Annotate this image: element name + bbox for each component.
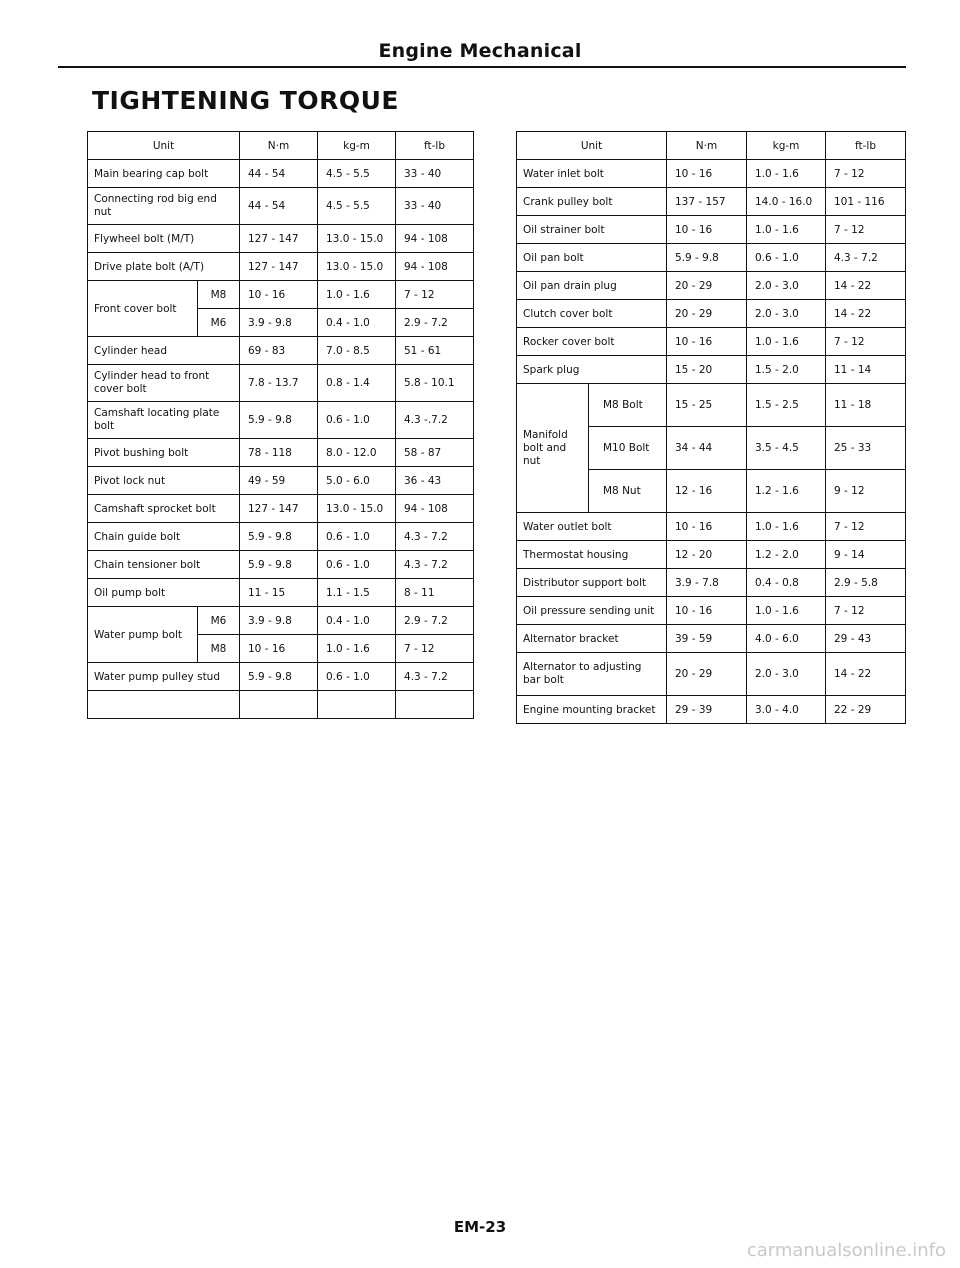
value-kgm: 13.0 - 15.0 xyxy=(318,225,396,253)
table-row xyxy=(88,225,474,253)
value-ftlb: 7 - 12 xyxy=(826,160,906,188)
table-row xyxy=(88,663,474,691)
value-ftlb: 2.9 - 7.2 xyxy=(396,607,474,635)
value-kgm: 0.8 - 1.4 xyxy=(318,365,396,402)
row-label: Pivot bushing bolt xyxy=(88,439,240,467)
size-label: M6 xyxy=(198,309,240,337)
value-kgm: 1.0 - 1.6 xyxy=(318,635,396,663)
row-label: Oil pressure sending unit xyxy=(517,597,667,625)
value-nm: 10 - 16 xyxy=(240,281,318,309)
value-ftlb: 2.9 - 5.8 xyxy=(826,569,906,597)
value-ftlb: 14 - 22 xyxy=(826,272,906,300)
value-kgm: 1.0 - 1.6 xyxy=(747,216,826,244)
value-nm: 3.9 - 9.8 xyxy=(240,309,318,337)
row-label: Water pump pulley stud xyxy=(88,663,240,691)
col-header-unit: Unit xyxy=(517,132,667,160)
value-kgm: 7.0 - 8.5 xyxy=(318,337,396,365)
torque-table-right xyxy=(516,131,906,724)
value-ftlb: 4.3 -.7.2 xyxy=(396,402,474,439)
value-nm: 5.9 - 9.8 xyxy=(240,402,318,439)
value-kgm: 14.0 - 16.0 xyxy=(747,188,826,216)
header-rule xyxy=(58,66,906,68)
value-kgm: 2.0 - 3.0 xyxy=(747,300,826,328)
row-label: Rocker cover bolt xyxy=(517,328,667,356)
row-label: Oil pump bolt xyxy=(88,579,240,607)
row-label: Pivot lock nut xyxy=(88,467,240,495)
value-nm: 15 - 20 xyxy=(667,356,747,384)
value-ftlb: 11 - 14 xyxy=(826,356,906,384)
value-ftlb: 7 - 12 xyxy=(826,216,906,244)
value-kgm: 2.0 - 3.0 xyxy=(747,653,826,696)
table-row xyxy=(517,597,906,625)
value-kgm: 8.0 - 12.0 xyxy=(318,439,396,467)
value-nm: 127 - 147 xyxy=(240,253,318,281)
value-kgm: 0.4 - 1.0 xyxy=(318,607,396,635)
value-ftlb: 14 - 22 xyxy=(826,300,906,328)
row-label: Thermostat housing xyxy=(517,541,667,569)
row-label: Drive plate bolt (A/T) xyxy=(88,253,240,281)
value-ftlb: 7 - 12 xyxy=(826,328,906,356)
table-row xyxy=(88,607,474,635)
value-nm: 5.9 - 9.8 xyxy=(240,663,318,691)
table-row xyxy=(88,402,474,439)
table-row xyxy=(88,188,474,225)
value-kgm: 13.0 - 15.0 xyxy=(318,253,396,281)
value-ftlb: 4.3 - 7.2 xyxy=(396,523,474,551)
row-label: Clutch cover bolt xyxy=(517,300,667,328)
value-nm: 3.9 - 7.8 xyxy=(667,569,747,597)
size-label: M8 xyxy=(198,635,240,663)
row-label: Engine mounting bracket xyxy=(517,696,667,724)
value-ftlb: 14 - 22 xyxy=(826,653,906,696)
row-label: Oil strainer bolt xyxy=(517,216,667,244)
value-nm: 5.9 - 9.8 xyxy=(240,523,318,551)
col-header-nm: N·m xyxy=(240,132,318,160)
size-label: M8 Bolt xyxy=(589,384,667,427)
value-nm: 44 - 54 xyxy=(240,188,318,225)
value-kgm: 0.6 - 1.0 xyxy=(747,244,826,272)
table-row xyxy=(517,653,906,696)
col-header-ftlb: ft-lb xyxy=(396,132,474,160)
value-ftlb: 5.8 - 10.1 xyxy=(396,365,474,402)
value-nm: 3.9 - 9.8 xyxy=(240,607,318,635)
value-nm: 10 - 16 xyxy=(667,513,747,541)
page-number: EM-23 xyxy=(453,1218,507,1236)
value-kgm: 1.0 - 1.6 xyxy=(318,281,396,309)
table-row xyxy=(517,356,906,384)
value-kgm: 1.0 - 1.6 xyxy=(747,513,826,541)
value-ftlb: 25 - 33 xyxy=(826,427,906,470)
value-nm: 49 - 59 xyxy=(240,467,318,495)
value-nm: 7.8 - 13.7 xyxy=(240,365,318,402)
value-kgm: 1.5 - 2.0 xyxy=(747,356,826,384)
value-nm: 5.9 - 9.8 xyxy=(240,551,318,579)
row-label: Water pump bolt xyxy=(88,607,198,663)
table-row xyxy=(88,523,474,551)
table-row xyxy=(88,551,474,579)
value-ftlb: 94 - 108 xyxy=(396,495,474,523)
value-ftlb: 7 - 12 xyxy=(396,635,474,663)
row-label: Camshaft locating plate bolt xyxy=(88,402,240,439)
value-nm: 69 - 83 xyxy=(240,337,318,365)
value-ftlb: 8 - 11 xyxy=(396,579,474,607)
col-header-unit: Unit xyxy=(88,132,240,160)
table-row xyxy=(517,513,906,541)
value-nm: 20 - 29 xyxy=(667,653,747,696)
value-kgm: 1.2 - 1.6 xyxy=(747,470,826,513)
row-label: Main bearing cap bolt xyxy=(88,160,240,188)
value-kgm: 2.0 - 3.0 xyxy=(747,272,826,300)
row-label: Connecting rod big end nut xyxy=(88,188,240,225)
row-label: Spark plug xyxy=(517,356,667,384)
row-label: Distributor support bolt xyxy=(517,569,667,597)
value-nm: 12 - 20 xyxy=(667,541,747,569)
table-row xyxy=(517,216,906,244)
value-ftlb: 33 - 40 xyxy=(396,188,474,225)
value-kgm: 4.5 - 5.5 xyxy=(318,188,396,225)
value-nm: 20 - 29 xyxy=(667,272,747,300)
row-label: Crank pulley bolt xyxy=(517,188,667,216)
value-kgm: 0.6 - 1.0 xyxy=(318,663,396,691)
value-ftlb: 94 - 108 xyxy=(396,253,474,281)
value-ftlb: 58 - 87 xyxy=(396,439,474,467)
value-ftlb: 7 - 12 xyxy=(826,513,906,541)
row-label: Flywheel bolt (M/T) xyxy=(88,225,240,253)
value-ftlb: 22 - 29 xyxy=(826,696,906,724)
value-ftlb: 2.9 - 7.2 xyxy=(396,309,474,337)
value-kgm: 4.5 - 5.5 xyxy=(318,160,396,188)
value-ftlb: 7 - 12 xyxy=(826,597,906,625)
value-kgm: 1.0 - 1.6 xyxy=(747,160,826,188)
col-header-ftlb: ft-lb xyxy=(826,132,906,160)
watermark-text: carmanualsonline.info xyxy=(746,1240,946,1261)
value-nm: 44 - 54 xyxy=(240,160,318,188)
table-header-row xyxy=(517,132,906,160)
value-nm: 10 - 16 xyxy=(667,328,747,356)
value-nm: 10 - 16 xyxy=(667,597,747,625)
row-label: Chain guide bolt xyxy=(88,523,240,551)
value-nm: 11 - 15 xyxy=(240,579,318,607)
row-label: Cylinder head to front cover bolt xyxy=(88,365,240,402)
value-kgm: 1.2 - 2.0 xyxy=(747,541,826,569)
value-nm: 127 - 147 xyxy=(240,225,318,253)
value-kgm: 1.1 - 1.5 xyxy=(318,579,396,607)
row-label: Water inlet bolt xyxy=(517,160,667,188)
table-row xyxy=(517,569,906,597)
row-label: Oil pan bolt xyxy=(517,244,667,272)
value-kgm: 3.5 - 4.5 xyxy=(747,427,826,470)
value-kgm: 0.6 - 1.0 xyxy=(318,523,396,551)
value-kgm: 0.4 - 1.0 xyxy=(318,309,396,337)
value-kgm: 0.6 - 1.0 xyxy=(318,402,396,439)
col-header-nm: N·m xyxy=(667,132,747,160)
value-kgm: 5.0 - 6.0 xyxy=(318,467,396,495)
table-row xyxy=(517,328,906,356)
torque-table-left xyxy=(87,131,474,719)
col-header-kgm: kg-m xyxy=(747,132,826,160)
row-label: Oil pan drain plug xyxy=(517,272,667,300)
value-nm: 34 - 44 xyxy=(667,427,747,470)
page-header-title: Engine Mechanical xyxy=(378,40,582,62)
size-label: M8 Nut xyxy=(589,470,667,513)
table-row xyxy=(517,300,906,328)
table-row xyxy=(517,384,906,427)
value-nm: 10 - 16 xyxy=(667,216,747,244)
table-row xyxy=(517,160,906,188)
value-nm: 29 - 39 xyxy=(667,696,747,724)
value-ftlb: 11 - 18 xyxy=(826,384,906,427)
value-kgm: 0.6 - 1.0 xyxy=(318,551,396,579)
table-row xyxy=(88,579,474,607)
size-label: M10 Bolt xyxy=(589,427,667,470)
value-nm: 15 - 25 xyxy=(667,384,747,427)
value-kgm: 0.4 - 0.8 xyxy=(747,569,826,597)
table-header-row xyxy=(88,132,474,160)
table-row xyxy=(88,495,474,523)
value-nm: 10 - 16 xyxy=(667,160,747,188)
row-label: Cylinder head xyxy=(88,337,240,365)
table-row xyxy=(517,244,906,272)
value-nm: 10 - 16 xyxy=(240,635,318,663)
table-row-empty xyxy=(88,691,474,719)
value-nm: 127 - 147 xyxy=(240,495,318,523)
value-ftlb: 101 - 116 xyxy=(826,188,906,216)
value-ftlb: 4.3 - 7.2 xyxy=(826,244,906,272)
value-kgm: 4.0 - 6.0 xyxy=(747,625,826,653)
value-ftlb: 9 - 14 xyxy=(826,541,906,569)
row-label: Alternator to adjusting bar bolt xyxy=(517,653,667,696)
value-ftlb: 94 - 108 xyxy=(396,225,474,253)
value-ftlb: 7 - 12 xyxy=(396,281,474,309)
table-row xyxy=(88,337,474,365)
value-kgm: 1.5 - 2.5 xyxy=(747,384,826,427)
value-nm: 39 - 59 xyxy=(667,625,747,653)
table-row xyxy=(88,160,474,188)
value-ftlb: 9 - 12 xyxy=(826,470,906,513)
row-label: Front cover bolt xyxy=(88,281,198,337)
value-ftlb: 4.3 - 7.2 xyxy=(396,663,474,691)
value-nm: 5.9 - 9.8 xyxy=(667,244,747,272)
value-ftlb: 36 - 43 xyxy=(396,467,474,495)
size-label: M8 xyxy=(198,281,240,309)
table-row xyxy=(517,188,906,216)
table-row xyxy=(517,696,906,724)
value-nm: 20 - 29 xyxy=(667,300,747,328)
table-row xyxy=(88,281,474,309)
table-row xyxy=(517,541,906,569)
table-row xyxy=(88,365,474,402)
value-ftlb: 29 - 43 xyxy=(826,625,906,653)
row-label: Camshaft sprocket bolt xyxy=(88,495,240,523)
value-kgm: 1.0 - 1.6 xyxy=(747,597,826,625)
value-nm: 12 - 16 xyxy=(667,470,747,513)
value-kgm: 1.0 - 1.6 xyxy=(747,328,826,356)
table-row xyxy=(517,625,906,653)
table-row xyxy=(88,439,474,467)
row-label: Chain tensioner bolt xyxy=(88,551,240,579)
size-label: M6 xyxy=(198,607,240,635)
table-row xyxy=(88,253,474,281)
row-label: Alternator bracket xyxy=(517,625,667,653)
section-title: TIGHTENING TORQUE xyxy=(92,86,399,115)
value-ftlb: 33 - 40 xyxy=(396,160,474,188)
table-row xyxy=(517,272,906,300)
value-ftlb: 51 - 61 xyxy=(396,337,474,365)
table-row xyxy=(88,467,474,495)
row-label: Water outlet bolt xyxy=(517,513,667,541)
value-nm: 78 - 118 xyxy=(240,439,318,467)
row-label: Manifold bolt and nut xyxy=(517,384,589,513)
value-ftlb: 4.3 - 7.2 xyxy=(396,551,474,579)
col-header-kgm: kg-m xyxy=(318,132,396,160)
value-kgm: 13.0 - 15.0 xyxy=(318,495,396,523)
value-nm: 137 - 157 xyxy=(667,188,747,216)
value-kgm: 3.0 - 4.0 xyxy=(747,696,826,724)
